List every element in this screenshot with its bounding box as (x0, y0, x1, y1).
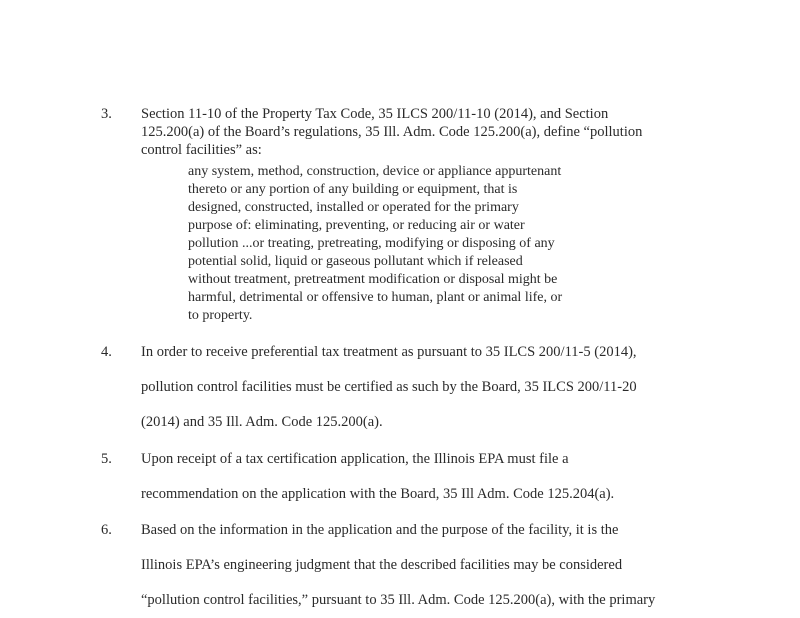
paragraph-line: 125.200(a) of the Board’s regulations, 35 Ill. Adm. Code 125.200(a), define “pollution (141, 124, 643, 140)
paragraph-line: recommendation on the application with the Board, 35 Ill Adm. Code 125.204(a). (141, 486, 615, 502)
quote-line: designed, constructed, installed or operated for the primary (188, 200, 519, 215)
paragraph-line: (2014) and 35 Ill. Adm. Code 125.200(a). (141, 414, 383, 430)
paragraph-line: In order to receive preferential tax treatment as pursuant to 35 ILCS 200/11-5 (2014), (141, 344, 637, 360)
paragraph-line: control facilities” as: (141, 142, 262, 158)
paragraph-number: 5. (101, 451, 112, 467)
quote-line: without treatment, pretreatment modification or disposal might be (188, 272, 558, 287)
paragraph-line: pollution control facilities must be certified as such by the Board, 35 ILCS 200/11-20 (141, 379, 637, 395)
quote-line: to property. (188, 308, 253, 323)
paragraph-number: 4. (101, 344, 112, 360)
quote-line: pollution ...or treating, pretreating, modifying or disposing of any (188, 236, 555, 251)
paragraph-number: 6. (101, 522, 112, 538)
paragraph-line: Section 11-10 of the Property Tax Code, 35 ILCS 200/11-10 (2014), and Section (141, 106, 609, 122)
quote-line: potential solid, liquid or gaseous pollutant which if released (188, 254, 523, 269)
paragraph-line: Upon receipt of a tax certification application, the Illinois EPA must file a (141, 451, 569, 467)
quote-line: purpose of: eliminating, preventing, or reducing air or water (188, 218, 525, 233)
paragraph-number: 3. (101, 106, 112, 122)
quote-line: thereto or any portion of any building or equipment, that is (188, 182, 518, 197)
paragraph-line: Illinois EPA’s engineering judgment that the described facilities may be considered (141, 557, 623, 573)
quote-line: harmful, detrimental or offensive to human, plant or animal life, or (188, 290, 563, 305)
paragraph-line: Based on the information in the application and the purpose of the facility, it is the (141, 522, 619, 538)
quote-line: any system, method, construction, device or appliance appurtenant (188, 164, 562, 179)
paragraph-line: “pollution control facilities,” pursuant to 35 Ill. Adm. Code 125.200(a), with the primary (141, 592, 656, 608)
